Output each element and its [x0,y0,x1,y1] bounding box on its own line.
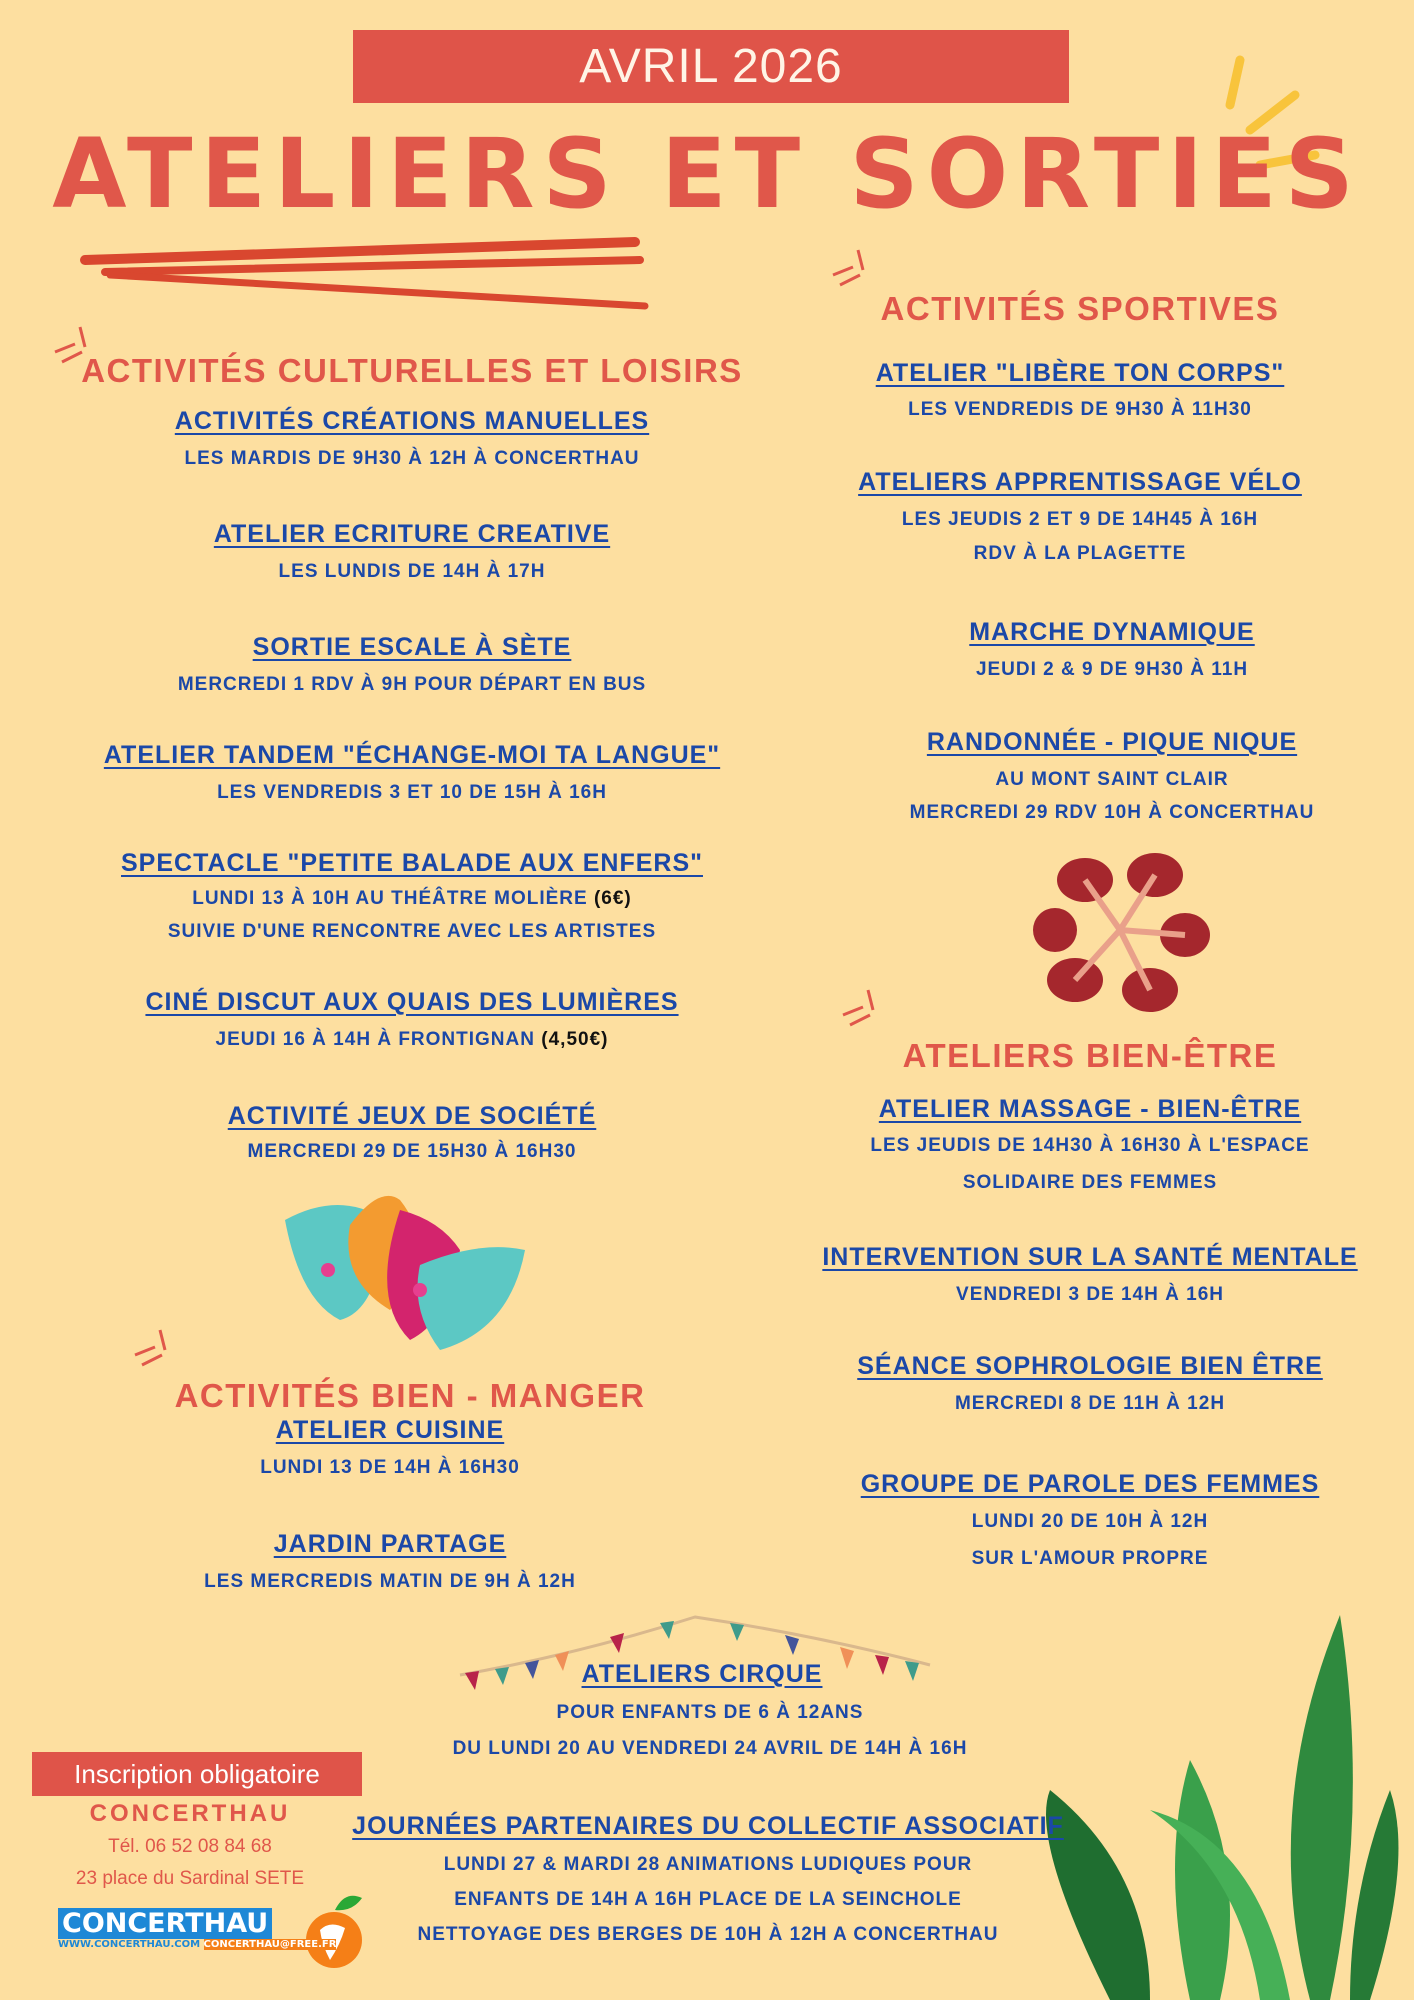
partners-title[interactable]: JOURNÉES PARTENAIRES DU COLLECTIF ASSOCIATIF [352,1812,1064,1840]
detail-text: JEUDI 16 À 14H À FRONTIGNAN [215,1029,535,1050]
price: (6€) [593,888,632,909]
circus-title[interactable]: ATELIERS CIRQUE [581,1660,823,1688]
activity-detail: MERCREDI 8 DE 11H À 12H [954,1393,1226,1414]
activity-detail [192,888,632,910]
activity-detail: LES JEUDIS 2 ET 9 DE 14H45 À 16H [901,509,1259,530]
activity-detail: LES MARDIS DE 9H30 À 12H À CONCERTHAU [184,448,640,469]
activity-title[interactable]: SÉANCE SOPHROLOGIE BIEN ÊTRE [857,1352,1323,1380]
burst-icon [130,1325,174,1369]
activity-detail: LES JEUDIS DE 14H30 À 16H30 À L'ESPACE [870,1135,1310,1156]
section-title-food: ACTIVITÉS BIEN - MANGER [174,1377,646,1414]
page-title: ATELIERS ET SORTIES [52,118,1362,230]
activity-detail: SUR L'AMOUR PROPRE [971,1548,1209,1569]
price: (4,50€) [541,1029,609,1050]
partners-detail: ENFANTS DE 14H A 16H PLACE DE LA SEINCHOLE [454,1889,962,1910]
activity-title[interactable]: INTERVENTION SUR LA SANTÉ MENTALE [822,1243,1358,1271]
burst-icon [828,245,872,289]
activity-detail: LUNDI 20 DE 10H À 12H [971,1511,1209,1532]
address: 23 place du Sardinal SETE [75,1868,305,1889]
burst-icon [838,985,882,1029]
activity-title[interactable]: ATELIERS APPRENTISSAGE VÉLO [858,468,1302,496]
email[interactable]: CONCERTHAU@FREE.FR [203,1939,337,1950]
activity-detail: MERCREDI 1 RDV À 9H POUR DÉPART EN BUS [177,674,647,695]
section-title-wellbeing: ATELIERS BIEN-ÊTRE [902,1037,1278,1074]
activity-detail: MERCREDI 29 RDV 10H À CONCERTHAU [909,802,1315,823]
activity-detail: LES LUNDIS DE 14H À 17H [278,561,546,582]
month-banner: AVRIL 2026 [353,30,1069,103]
activity-detail: SUIVIE D'UNE RENCONTRE AVEC LES ARTISTES [167,921,657,942]
brush-underline [80,230,650,310]
activity-detail: SOLIDAIRE DES FEMMES [962,1172,1218,1193]
activity-title[interactable]: ATELIER TANDEM "ÉCHANGE-MOI TA LANGUE" [103,741,721,769]
concerthau-logo [58,1908,336,1950]
activity-detail: RDV À LA PLAGETTE [973,543,1187,564]
phone-number[interactable]: Tél. 06 52 08 84 68 [108,1836,272,1857]
theater-masks-icon [280,1190,530,1360]
activity-title[interactable]: MARCHE DYNAMIQUE [969,618,1255,646]
website[interactable]: WWW.CONCERTHAU.COM [58,1939,201,1950]
detail-text: LUNDI 13 À 10H AU THÉÂTRE MOLIÈRE [192,888,588,909]
logo-text: CONCERTHAU [58,1908,272,1939]
activity-title[interactable]: JARDIN PARTAGE [273,1530,507,1558]
activity-detail: LES VENDREDIS 3 ET 10 DE 15H À 16H [217,782,607,803]
activity-title[interactable]: ATELIER ECRITURE CREATIVE [213,520,611,548]
activity-title[interactable]: RANDONNÉE - PIQUE NIQUE [926,728,1298,756]
circus-detail: POUR ENFANTS DE 6 À 12ANS [556,1702,864,1723]
activity-title[interactable]: ATELIER MASSAGE - BIEN-ÊTRE [878,1095,1302,1123]
activity-detail: MERCREDI 29 DE 15H30 À 16H30 [247,1141,577,1162]
activity-title[interactable]: CINÉ DISCUT AUX QUAIS DES LUMIÈRES [145,988,679,1016]
activity-detail: JEUDI 2 & 9 DE 9H30 À 11H [975,659,1249,680]
activity-title[interactable]: ATELIER CUISINE [275,1416,505,1444]
activity-title[interactable]: SPECTACLE "PETITE BALADE AUX ENFERS" [121,849,703,877]
activity-detail: AU MONT SAINT CLAIR [995,769,1229,790]
activity-title[interactable]: SORTIE ESCALE À SÈTE [252,633,572,661]
org-name: CONCERTHAU [89,1800,291,1827]
activity-detail: LUNDI 13 DE 14H À 16H30 [260,1457,520,1478]
registration-banner: Inscription obligatoire [32,1752,362,1796]
partners-detail: NETTOYAGE DES BERGES DE 10H À 12H A CONCERTHAU [417,1924,999,1945]
activity-detail: LES VENDREDIS DE 9H30 À 11H30 [908,399,1252,420]
activity-detail [216,1029,609,1051]
activity-title[interactable]: ACTIVITÉ JEUX DE SOCIÉTÉ [227,1102,597,1130]
partners-detail: LUNDI 27 & MARDI 28 ANIMATIONS LUDIQUES POUR [443,1854,973,1875]
activity-title[interactable]: ACTIVITÉS CRÉATIONS MANUELLES [174,407,650,435]
plant-leaves-illustration [1010,1610,1414,2000]
activity-detail: LES MERCREDIS MATIN DE 9H À 12H [204,1571,576,1592]
activity-title[interactable]: GROUPE DE PAROLE DES FEMMES [860,1470,1320,1498]
activity-detail: VENDREDI 3 DE 14H À 16H [956,1284,1224,1305]
circus-detail: DU LUNDI 20 AU VENDREDI 24 AVRIL DE 14H À 16H [452,1738,968,1759]
activity-title[interactable]: ATELIER "LIBÈRE TON CORPS" [875,359,1285,387]
section-title-sport: ACTIVITÉS SPORTIVES [880,290,1280,327]
circle-of-people-illustration [1025,840,1215,1015]
section-title-cultural: ACTIVITÉS CULTURELLES ET LOISIRS [81,352,743,389]
